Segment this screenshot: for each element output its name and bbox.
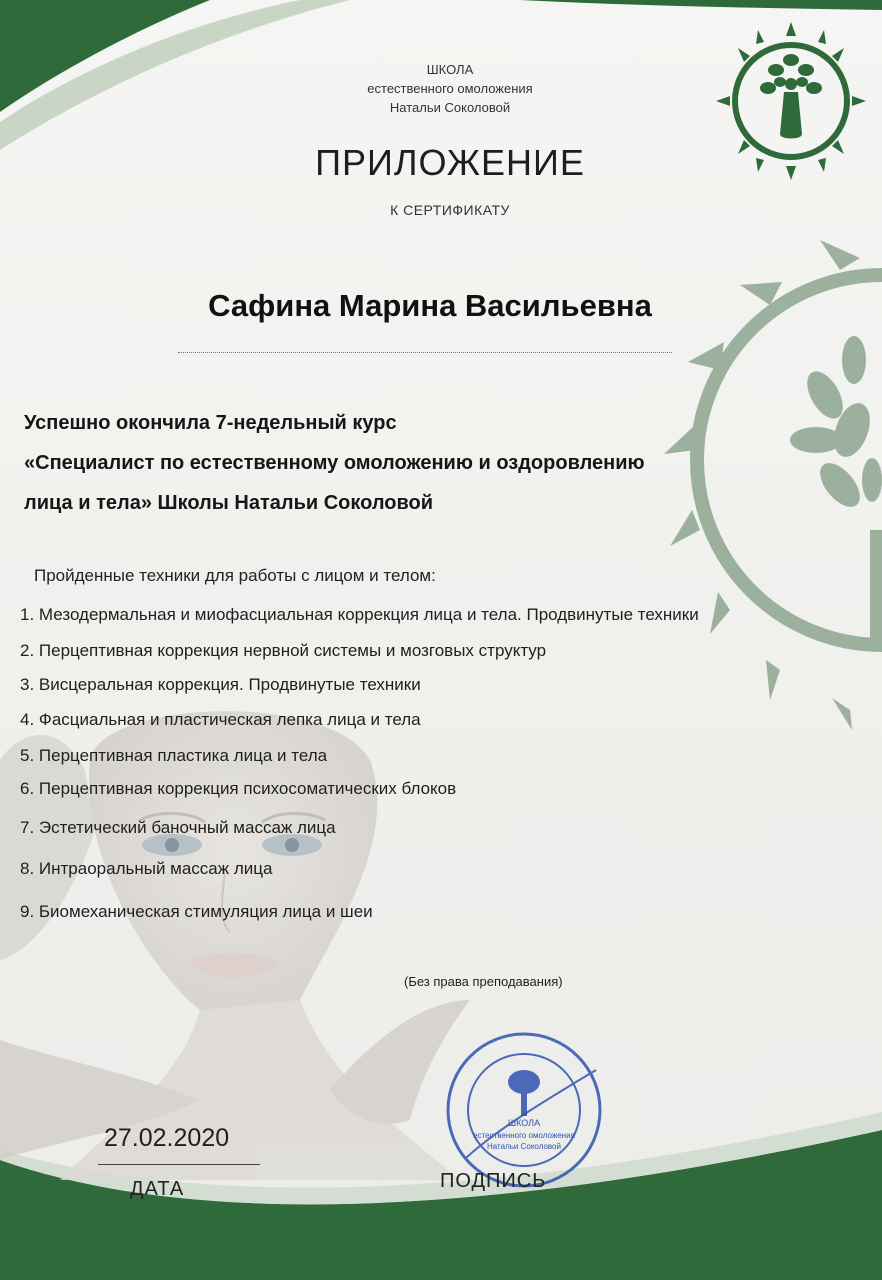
- list-item: 6. Перцептивная коррекция психосоматических блоков: [20, 779, 457, 798]
- list-item: 5. Перцептивная пластика лица и тела: [20, 746, 328, 765]
- date-line: [98, 1164, 260, 1165]
- stamp-icon: [426, 1030, 626, 1190]
- recipient-underline: [178, 352, 672, 353]
- document-title: ПРИЛОЖЕНИЕ: [315, 142, 585, 183]
- date-label: ДАТА: [130, 1178, 185, 1200]
- stamp-center-line3: Натальи Соколовой: [487, 1142, 561, 1151]
- stamp-center-line1: ШКОЛА: [507, 1118, 541, 1128]
- list-item: 9. Биомеханическая стимуляция лица и шеи: [20, 902, 373, 921]
- list-item: 2. Перцептивная коррекция нервной системы и мозговых структур: [20, 641, 547, 660]
- course-line-1: Успешно окончила 7-недельный курс: [24, 412, 397, 434]
- techniques-intro: Пройденные техники для работы с лицом и телом:: [34, 566, 436, 585]
- list-item: 1. Мезодермальная и миофасциальная коррекция лица и тела. Продвинутые техники: [20, 605, 699, 624]
- school-line-1: ШКОЛА: [426, 62, 474, 77]
- school-line-3: Натальи Соколовой: [389, 100, 511, 115]
- list-item: 8. Интраоральный массаж лица: [20, 859, 273, 878]
- school-name: [330, 60, 570, 117]
- course-line-3: лица и тела» Школы Натальи Соколовой: [24, 492, 434, 514]
- document-subtitle: К СЕРТИФИКАТУ: [390, 202, 510, 218]
- stamp-center-line2: естественного омоложения: [473, 1131, 575, 1140]
- date-value: 27.02.2020: [104, 1124, 230, 1152]
- techniques-list: [20, 604, 699, 923]
- school-line-2: естественного омоложения: [367, 81, 533, 96]
- signature-label: ПОДПИСЬ: [440, 1170, 547, 1192]
- course-line-2: «Специалист по естественному омоложению и оздоровлению: [24, 452, 645, 474]
- tree-logo-icon: [716, 22, 866, 180]
- list-item: 4. Фасциальная и пластическая лепка лица и тела: [20, 710, 421, 729]
- recipient-name: Сафина Марина Васильевна: [208, 288, 652, 323]
- list-item: 3. Висцеральная коррекция. Продвинутые техники: [20, 675, 421, 694]
- teaching-rights-note: (Без права преподавания): [404, 974, 563, 989]
- course-description: [24, 409, 874, 529]
- list-item: 7. Эстетический баночный массаж лица: [20, 818, 336, 837]
